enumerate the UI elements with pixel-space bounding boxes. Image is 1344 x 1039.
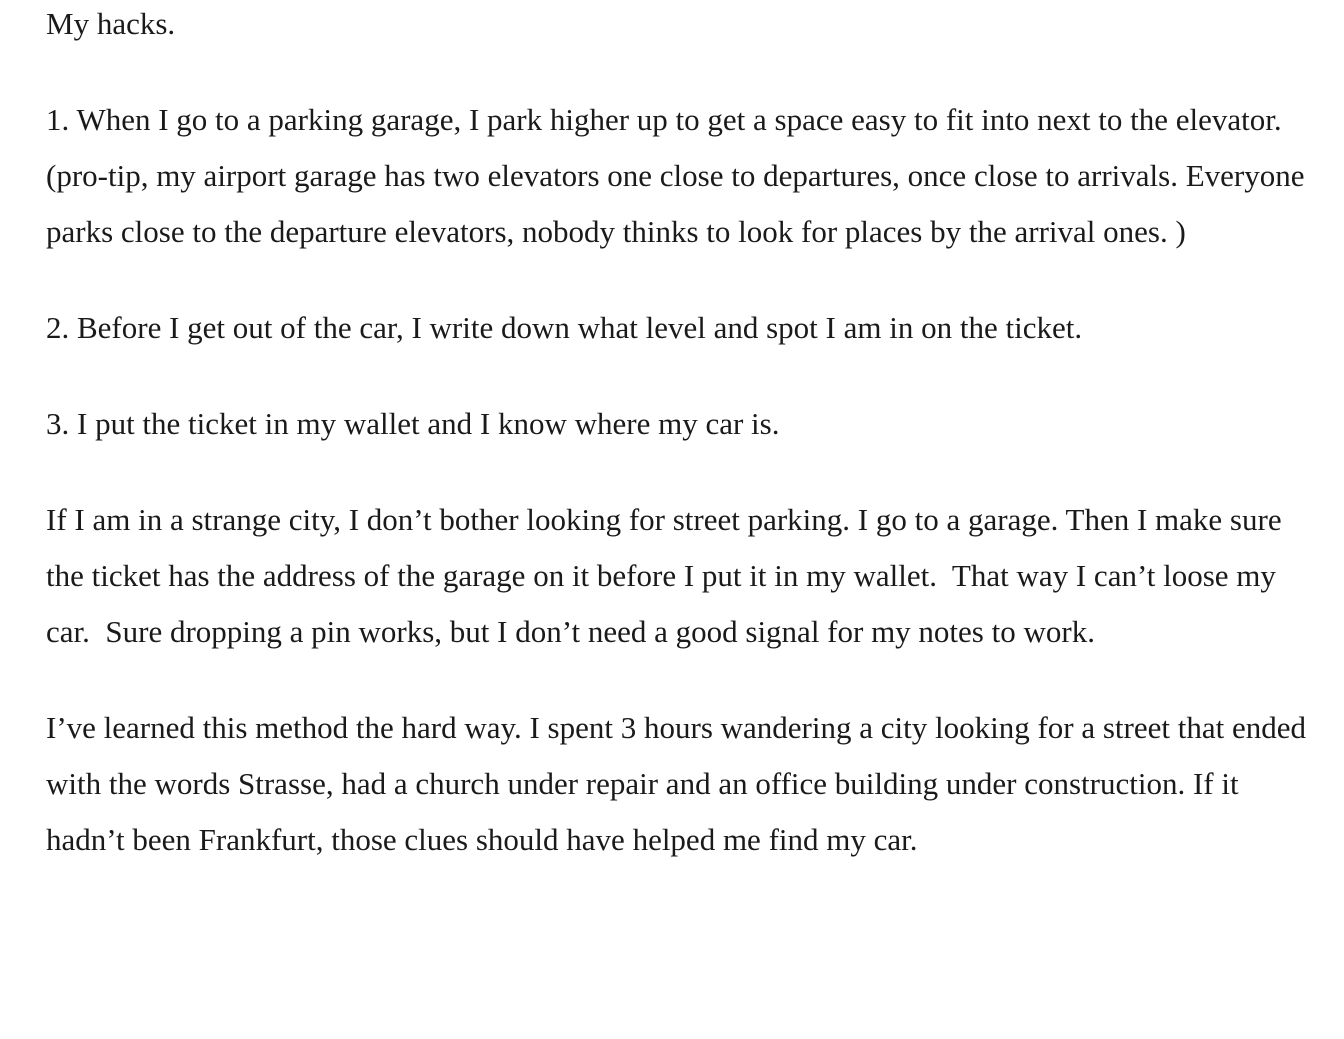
hack-3-paragraph: 3. I put the ticket in my wallet and I know where my car is. xyxy=(46,406,780,441)
strange-city-paragraph: If I am in a strange city, I don’t bother looking for street parking. I go to a garage. Then I make sure the ticket has the address of the garage on it before I put it in my wallet. That way I can’t loose my car. Sure dropping a pin works, but I don’t need a good signal for my notes to work. xyxy=(46,502,1290,649)
hack-2-paragraph: 2. Before I get out of the car, I write down what level and spot I am in on the ticket. xyxy=(46,310,1083,345)
intro-paragraph: My hacks. xyxy=(46,6,176,41)
comment-body xyxy=(46,0,1314,908)
hack-1-paragraph: 1. When I go to a parking garage, I park higher up to get a space easy to fit into next to the elevator. (pro-tip, my airport garage has two elevators one close to departures, once close to arrivals. Everyone parks close to the departure elevators, nobody thinks to look for places by the arrival ones. ) xyxy=(46,102,1313,249)
lesson-paragraph: I’ve learned this method the hard way. I spent 3 hours wandering a city looking for a street that ended with the words Strasse, had a church under repair and an office building under construction. If it hadn’t been Frankfurt, those clues should have helped me find my car. xyxy=(46,710,1314,857)
